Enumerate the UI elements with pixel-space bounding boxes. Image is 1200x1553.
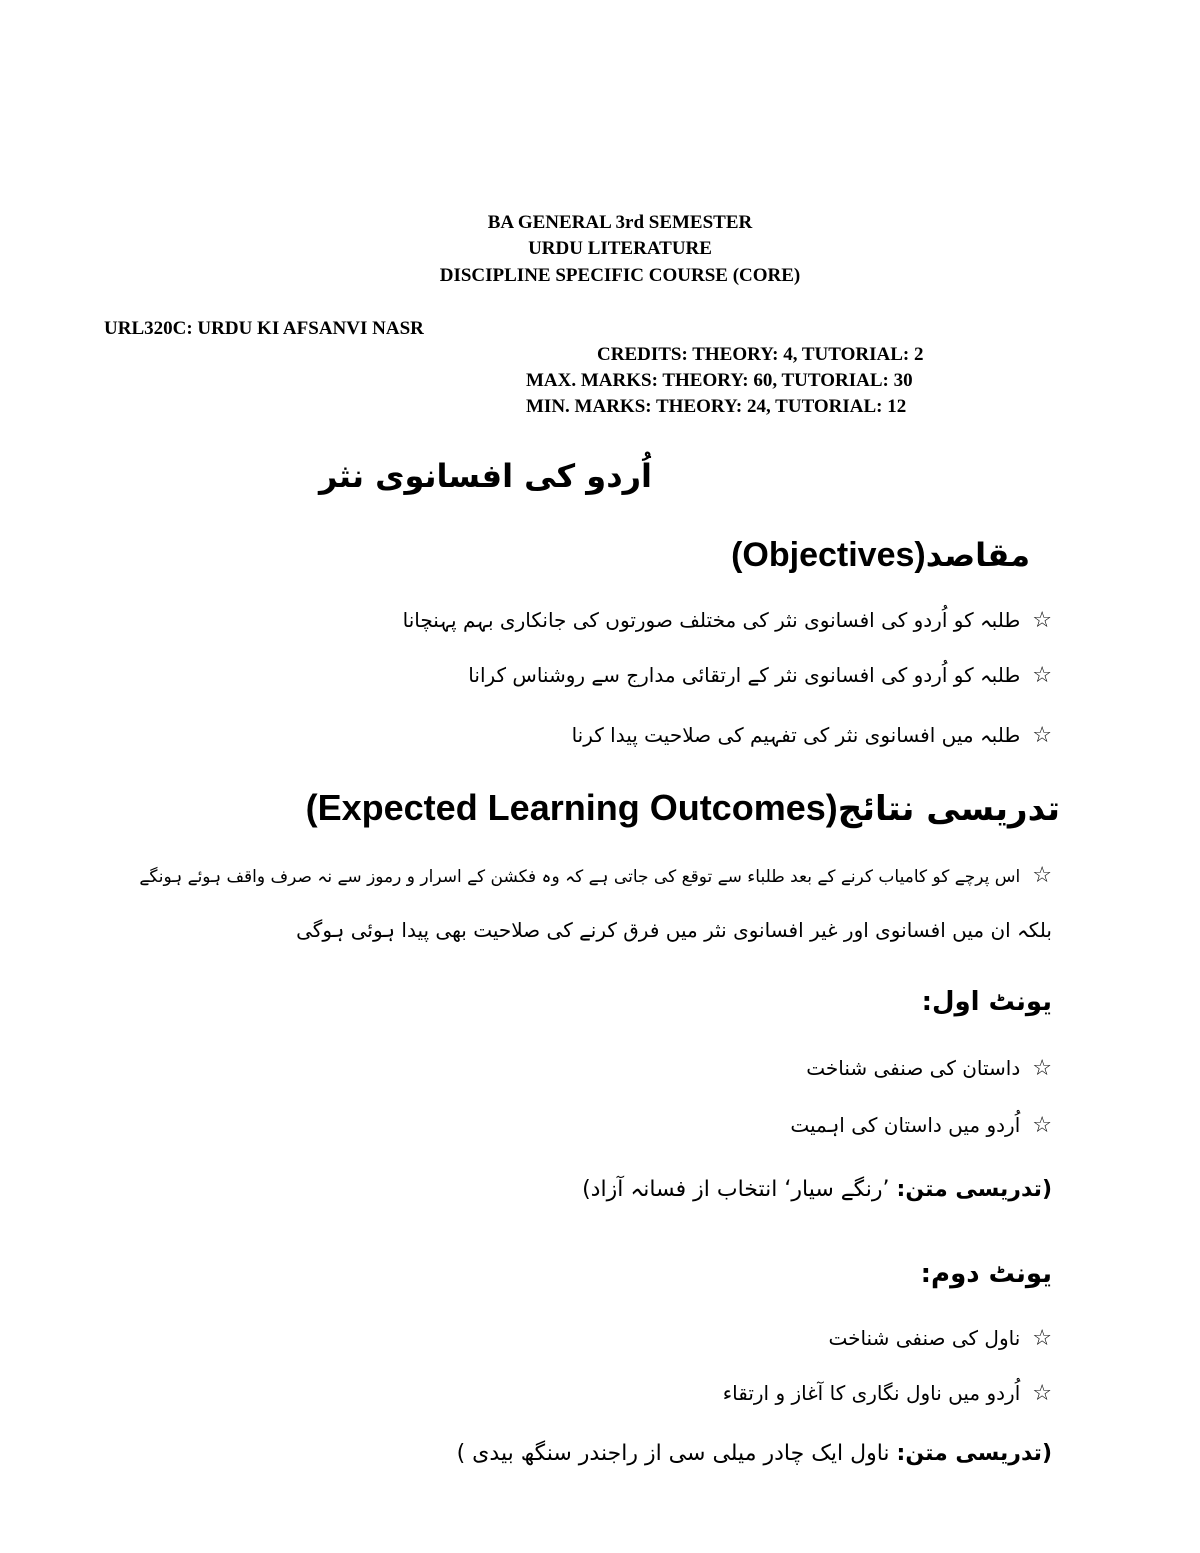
objectives-heading-en: (Objectives) bbox=[731, 536, 926, 574]
objective-item bbox=[403, 600, 1052, 641]
unit1-text-value: ’رنگے سیار‘ انتخاب از فسانہ آزاد) bbox=[582, 1177, 890, 1202]
unit2-text bbox=[457, 1432, 1052, 1476]
unit2-item bbox=[828, 1318, 1052, 1359]
unit1-text-label: (تدریسی متن: bbox=[896, 1177, 1052, 1202]
header-line-2: URDU LITERATURE bbox=[528, 238, 712, 259]
header-line-3: DISCIPLINE SPECIFIC COURSE (CORE) bbox=[439, 265, 801, 286]
unit2-item-text: اُردو میں ناول نگاری کا آغاز و ارتقاء bbox=[722, 1381, 1021, 1405]
unit2-text-value: ناول ایک چادر میلی سی از راجندر سنگھ بیدی ) bbox=[456, 1441, 890, 1466]
min-marks: MIN. MARKS: THEORY: 24, TUTORIAL: 12 bbox=[526, 396, 907, 417]
star-bullet-icon: ☆ bbox=[1032, 663, 1052, 688]
outcomes-heading bbox=[306, 780, 1060, 837]
unit2-item bbox=[723, 1373, 1052, 1414]
unit1-heading: یونٹ اول: bbox=[921, 987, 1052, 1017]
credits: CREDITS: THEORY: 4, TUTORIAL: 2 bbox=[597, 344, 924, 365]
objectives-heading bbox=[731, 530, 1030, 580]
unit1-item-text: داستان کی صنفی شناخت bbox=[806, 1056, 1021, 1080]
unit2-text-label: (تدریسی متن: bbox=[896, 1441, 1052, 1466]
objective-text: طلبہ کو اُردو کی افسانوی نثر کی مختلف صورتوں کی جانکاری بہم پہنچانا bbox=[402, 608, 1021, 632]
course-code: URL320C: URDU KI AFSANVI NASR bbox=[104, 318, 424, 339]
unit1-item bbox=[806, 1048, 1052, 1089]
max-marks: MAX. MARKS: THEORY: 60, TUTORIAL: 30 bbox=[526, 370, 913, 391]
unit1-item bbox=[790, 1105, 1052, 1146]
star-bullet-icon: ☆ bbox=[1032, 1381, 1052, 1406]
outcomes-line-2: بلکہ ان میں افسانوی اور غیر افسانوی نثر میں فرق کرنے کی صلاحیت بھی پیدا ہوئی ہوگی bbox=[296, 918, 1052, 942]
objective-text: طلبہ کو اُردو کی افسانوی نثر کے ارتقائی مدارج سے روشناس کرانا bbox=[468, 663, 1021, 687]
star-bullet-icon: ☆ bbox=[1032, 1056, 1052, 1081]
star-bullet-icon: ☆ bbox=[1032, 1113, 1052, 1138]
outcomes-heading-urdu: تدریسی نتائج bbox=[837, 789, 1060, 829]
outcomes-heading-en: (Expected Learning Outcomes) bbox=[305, 787, 838, 828]
unit1-text bbox=[582, 1168, 1052, 1212]
outcomes-line-1 bbox=[139, 858, 1052, 895]
objective-text: طلبہ میں افسانوی نثر کی تفہیم کی صلاحیت پیدا کرنا bbox=[571, 723, 1021, 747]
header-line-1: BA GENERAL 3rd SEMESTER bbox=[487, 212, 753, 233]
unit2-item-text: ناول کی صنفی شناخت bbox=[828, 1326, 1021, 1350]
unit2-heading: یونٹ دوم: bbox=[920, 1259, 1052, 1289]
outcomes-text-1: اس پرچے کو کامیاب کرنے کے بعد طلباء سے توقع کی جاتی ہے کہ وہ فکشن کے اسرار و رموز سے نہ صرف واقف ہوئے ہونگے bbox=[139, 867, 1021, 887]
unit1-item-text: اُردو میں داستان کی اہمیت bbox=[790, 1113, 1021, 1137]
objective-item bbox=[572, 715, 1052, 756]
star-bullet-icon: ☆ bbox=[1032, 608, 1052, 633]
objective-item bbox=[468, 655, 1052, 696]
star-bullet-icon: ☆ bbox=[1032, 863, 1052, 888]
objectives-heading-urdu: مقاصد bbox=[925, 536, 1030, 574]
star-bullet-icon: ☆ bbox=[1032, 723, 1052, 748]
urdu-title: اُردو کی افسانوی نثر bbox=[319, 457, 652, 495]
star-bullet-icon: ☆ bbox=[1032, 1326, 1052, 1351]
